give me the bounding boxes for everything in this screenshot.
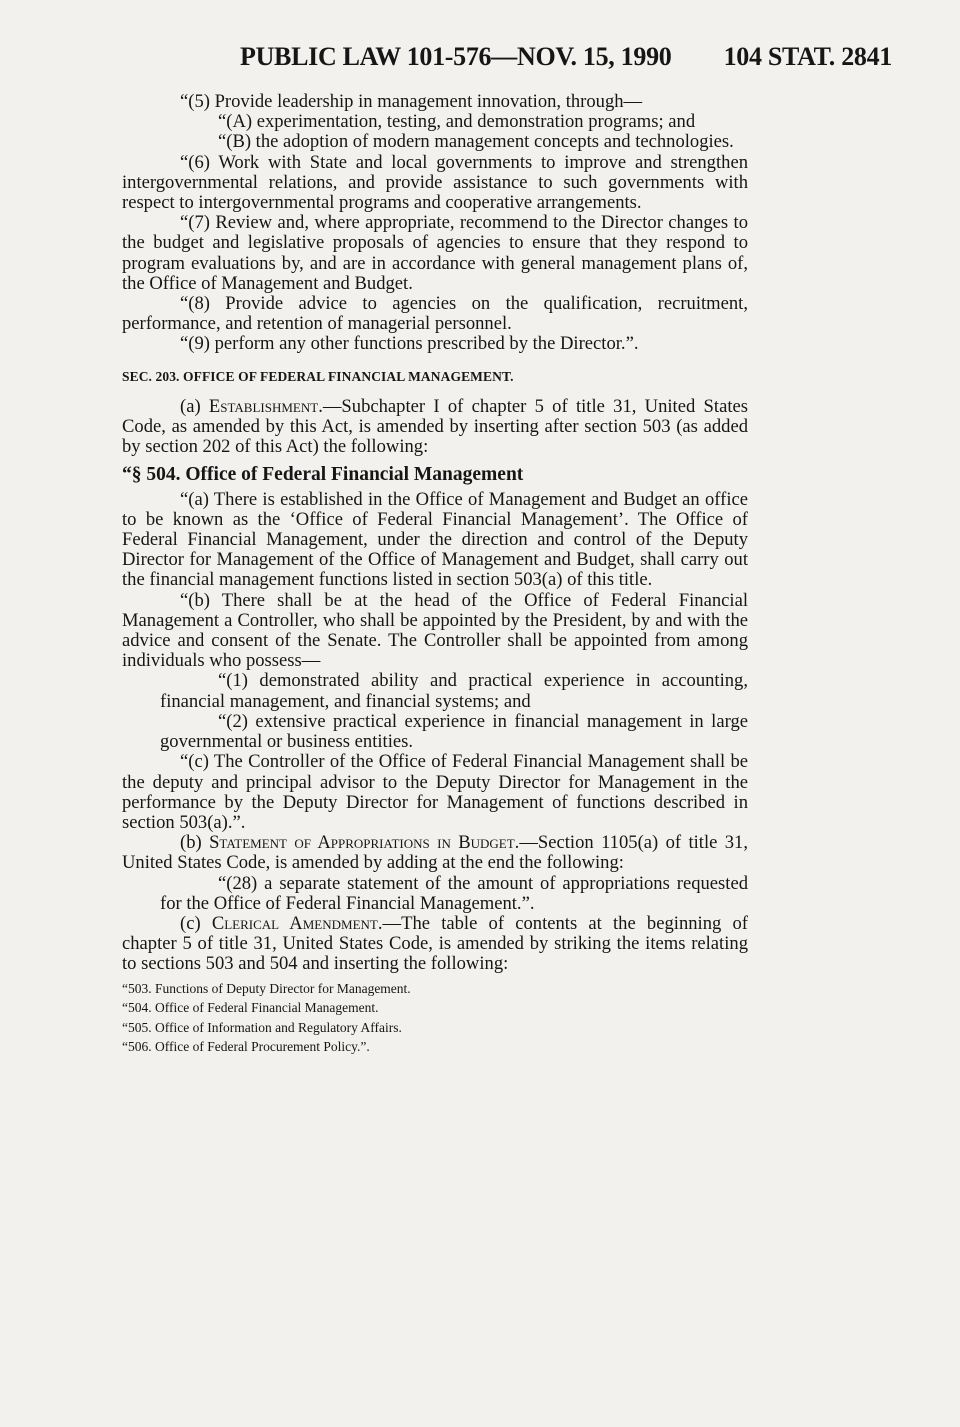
- section-504-a: “(a) There is established in the Office of Management and Budget an office to be known as the ‘Office of Federal Financial Management’. The Office of Federal Financial Management, under the direction and control of the Deputy Director for Management of the Office of Management and Budget, shall carry out the financial management functions listed in section 503(a) of this title.: [122, 488, 748, 591]
- paragraph-5b: “(B) the adoption of modern management concepts and technologies.: [218, 131, 734, 153]
- subsection-b-caption: Statement of Appropriations in Budget: [209, 832, 515, 854]
- toc-item: “504. Office of Federal Financial Management.: [122, 1000, 379, 1016]
- subsection-c-clerical: [122, 914, 748, 975]
- toc-item: “506. Office of Federal Procurement Policy.”.: [122, 1039, 370, 1055]
- paragraph-5a: “(A) experimentation, testing, and demonstration programs; and: [218, 111, 696, 133]
- subsection-a-label: (a): [180, 395, 209, 417]
- section-504-b1: “(1) demonstrated ability and practical experience in accounting, financial management, and financial systems; and: [160, 670, 748, 712]
- page-header: [122, 42, 892, 76]
- statute-page-number: 104 STAT. 2841: [723, 42, 892, 71]
- section-504-b2: “(2) extensive practical experience in financial management in large governmental or business entities.: [160, 710, 748, 753]
- subsection-b-text: .—Section 1105(a) of title 31, United States Code, is amended by adding at the end the following:: [122, 832, 748, 874]
- section-504-c: “(c) The Controller of the Office of Federal Financial Management shall be the deputy and principal advisor to the Deputy Director for Management in the performance by the Deputy Director for Management of functions described in section 503(a).”.: [122, 751, 748, 833]
- subsection-b-label: (b): [180, 832, 210, 854]
- toc-item: “503. Functions of Deputy Director for Management.: [122, 980, 411, 996]
- paragraph-6: “(6) Work with State and local governments to improve and strengthen intergovernmental relations, and provide assistance to such governments with respect to intergovernmental programs and cooperative arrangements.: [122, 151, 748, 214]
- paragraph-8: “(8) Provide advice to agencies on the qualification, recruitment, performance, and retention of managerial personnel.: [122, 293, 748, 335]
- subsection-a-text: .—Subchapter I of chapter 5 of title 31, United States Code, as amended by this Act, is amended by inserting after section 503 (as added by section 202 of this Act) the following:: [122, 395, 748, 458]
- paragraph-28: “(28) a separate statement of the amount of appropriations requested for the Office of Federal Financial Management.”.: [160, 872, 748, 914]
- paragraph-5: “(5) Provide leadership in management innovation, through—: [180, 91, 643, 112]
- subsection-a-establishment: [122, 397, 748, 458]
- section-203-heading: SEC. 203. OFFICE OF FEDERAL FINANCIAL MANAGEMENT.: [122, 368, 514, 384]
- section-504-heading: “§ 504. Office of Federal Financial Management: [122, 464, 524, 486]
- running-head-title: PUBLIC LAW 101-576—NOV. 15, 1990: [240, 42, 672, 71]
- toc-item: “505. Office of Information and Regulatory Affairs.: [122, 1019, 402, 1035]
- subsection-a-caption: Establishment: [208, 395, 319, 417]
- table-of-contents: [122, 979, 748, 1057]
- subsection-c-label: (c): [180, 912, 212, 934]
- document-body: [122, 92, 748, 1057]
- paragraph-9: “(9) perform any other functions prescribed by the Director.”.: [180, 333, 639, 355]
- subsection-b-budget: [122, 833, 748, 873]
- subsection-c-text: .—The table of contents at the beginning of chapter 5 of title 31, United States Code, is amended by striking the items relating to sections 503 and 504 and inserting the following:: [122, 912, 748, 975]
- subsection-c-caption: Clerical Amendment: [211, 912, 378, 934]
- section-504-b: “(b) There shall be at the head of the Office of Federal Financial Management a Controller, who shall be appointed by the President, by and with the advice and consent of the Senate. The Controller shall be appointed from among individuals who possess—: [122, 589, 748, 672]
- paragraph-7: “(7) Review and, where appropriate, recommend to the Director changes to the budget and legislative proposals of agencies to ensure that they respond to program evaluations by, and are in accordance with general management plans of, the Office of Management and Budget.: [122, 212, 748, 294]
